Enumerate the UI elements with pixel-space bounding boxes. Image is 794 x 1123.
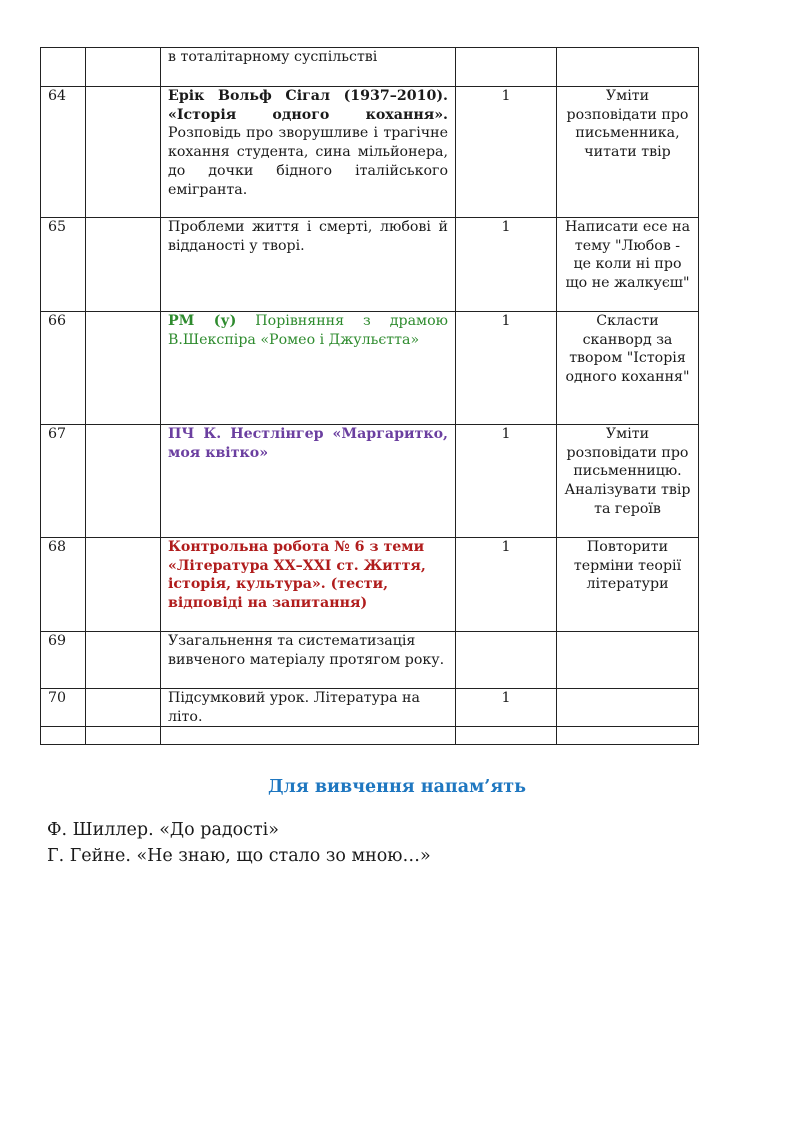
- topic-text-test: Контрольна робота № 6 з теми «Література ХХ–ХХІ ст. Життя, історія, культура». (тести, відповіді на запитання): [168, 539, 426, 612]
- lesson-hours: [456, 632, 557, 689]
- lesson-topic: [161, 425, 456, 538]
- homework-task: [557, 689, 699, 727]
- lesson-hours: 1: [456, 218, 557, 312]
- table-row: [41, 632, 699, 689]
- table-row: [41, 48, 699, 87]
- topic-text: Підсумковий урок. Література на літо.: [168, 690, 420, 725]
- lesson-date-cell: [86, 218, 161, 312]
- topic-text: Розповідь про зворушливе і трагічне кохання студента, сина мільйонера, до дочки бідного італійського емігранта.: [168, 125, 448, 198]
- lesson-number: 64: [41, 87, 86, 218]
- homework-task: Уміти розповідати про письменницю. Аналізувати твір та героїв: [557, 425, 699, 538]
- lesson-topic: [161, 538, 456, 632]
- topic-label-speech-dev: РМ (у): [168, 313, 237, 329]
- homework-task: Уміти розповідати про письменника, читати твір: [557, 87, 699, 218]
- lesson-number: 65: [41, 218, 86, 312]
- lesson-hours: [456, 727, 557, 745]
- homework-task: [557, 48, 699, 87]
- table-row: [41, 312, 699, 425]
- lesson-date-cell: [86, 632, 161, 689]
- topic-text: Проблеми життя і смерті, любові й відданості у творі.: [168, 219, 448, 254]
- lesson-date-cell: [86, 538, 161, 632]
- lesson-number: 70: [41, 689, 86, 727]
- lesson-date-cell: [86, 425, 161, 538]
- lesson-topic: [161, 48, 456, 87]
- homework-task: Написати есе на тему "Любов - це коли ні про що не жалкуєш": [557, 218, 699, 312]
- lesson-date-cell: [86, 312, 161, 425]
- topic-text: Порівняння з драмою В.Шекспіра «Ромео і Джульєтта»: [168, 313, 448, 348]
- list-item: Г. Гейне. «Не знаю, що стало зо мною…»: [47, 846, 431, 866]
- lesson-date-cell: [86, 87, 161, 218]
- table-row: [41, 689, 699, 727]
- table-row: [41, 727, 699, 745]
- homework-task: [557, 632, 699, 689]
- lesson-hours: 1: [456, 538, 557, 632]
- lesson-plan-table: [40, 47, 699, 745]
- lesson-date-cell: [86, 727, 161, 745]
- lesson-topic: [161, 312, 456, 425]
- table-row: [41, 218, 699, 312]
- lesson-number: 66: [41, 312, 86, 425]
- homework-task: [557, 727, 699, 745]
- lesson-date-cell: [86, 48, 161, 87]
- table-row: [41, 538, 699, 632]
- lesson-topic: [161, 632, 456, 689]
- lesson-hours: 1: [456, 689, 557, 727]
- lesson-number: 67: [41, 425, 86, 538]
- lesson-topic: [161, 218, 456, 312]
- lesson-topic: [161, 727, 456, 745]
- homework-task: Скласти сканворд за твором "Історія одного кохання": [557, 312, 699, 425]
- topic-text-bold: Ерік Вольф Сігал (1937–2010). «Історія одного кохання».: [168, 88, 448, 123]
- topic-text-extracurricular: ПЧ К. Нестлінгер «Маргаритко, моя квітко»: [168, 426, 448, 461]
- lesson-hours: 1: [456, 425, 557, 538]
- lesson-number: [41, 48, 86, 87]
- topic-text: Узагальнення та систематизація вивченого матеріалу протягом року.: [168, 633, 445, 668]
- memorize-list: [47, 817, 431, 869]
- lesson-hours: 1: [456, 87, 557, 218]
- table-row: [41, 87, 699, 218]
- lesson-hours: 1: [456, 312, 557, 425]
- lesson-number: [41, 727, 86, 745]
- topic-text: в тоталітарному суспільстві: [168, 49, 378, 65]
- lesson-number: 69: [41, 632, 86, 689]
- table-row: [41, 425, 699, 538]
- homework-task: Повторити терміни теорії літератури: [557, 538, 699, 632]
- lesson-number: 68: [41, 538, 86, 632]
- lesson-date-cell: [86, 689, 161, 727]
- lesson-topic: [161, 87, 456, 218]
- list-item: Ф. Шиллер. «До радості»: [47, 820, 279, 840]
- memorize-heading: Для вивчення напам’ять: [267, 777, 527, 797]
- lesson-topic: [161, 689, 456, 727]
- lesson-hours: [456, 48, 557, 87]
